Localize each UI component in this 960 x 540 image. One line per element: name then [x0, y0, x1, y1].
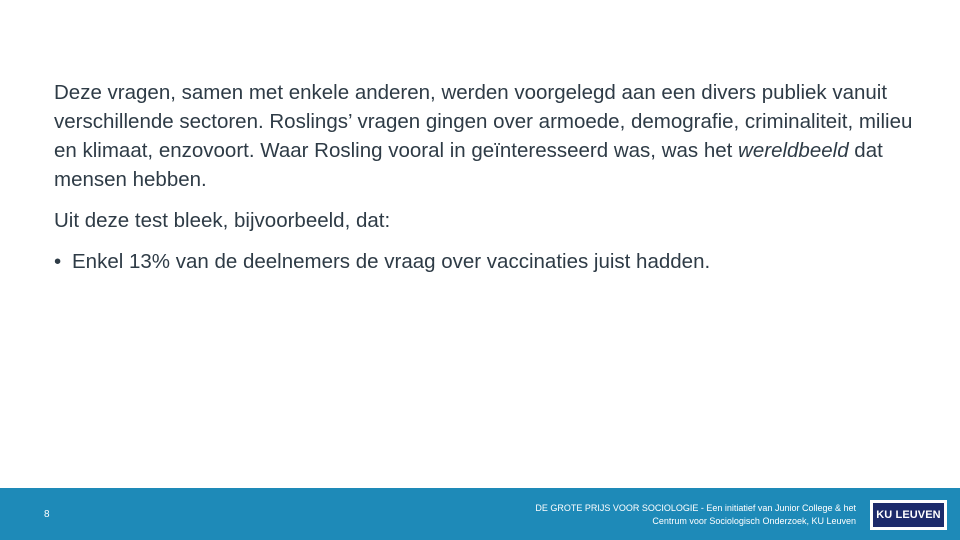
slide-body	[54, 78, 914, 276]
paragraph-test-result: Uit deze test bleek, bijvoorbeeld, dat:	[54, 209, 391, 232]
paragraph-intro-ending: dat mensen hebben.	[54, 139, 883, 191]
paragraph-intro-text: Deze vragen, samen met enkele anderen, werden voorgelegd aan een divers publiek vanuit verschillende sectoren. Roslings’ vragen gingen over armoede, demografie, criminaliteit, milieu en klimaat, enzovoort. Waar Rosling vooral in geïnteresseerd was, was het	[54, 81, 913, 162]
ku-leuven-logo-text: KU LEUVEN	[873, 503, 944, 527]
bullet-marker: •	[54, 250, 62, 273]
ku-leuven-logo	[870, 500, 947, 530]
paragraph-intro	[54, 78, 914, 194]
footer-credits	[436, 502, 856, 528]
bullet-item	[54, 247, 914, 276]
footer-credits-line-1: DE GROTE PRIJS VOOR SOCIOLOGIE - Een initiatief van Junior College & het	[535, 503, 856, 513]
page-number: 8	[44, 509, 50, 520]
bullet-text: Enkel 13% van de deelnemers de vraag over vaccinaties juist hadden.	[72, 250, 711, 273]
emphasis-wereldbeeld: wereldbeeld	[738, 139, 849, 162]
footer-credits-line-2: Centrum voor Sociologisch Onderzoek, KU Leuven	[652, 516, 856, 526]
footer-bar	[0, 488, 960, 540]
